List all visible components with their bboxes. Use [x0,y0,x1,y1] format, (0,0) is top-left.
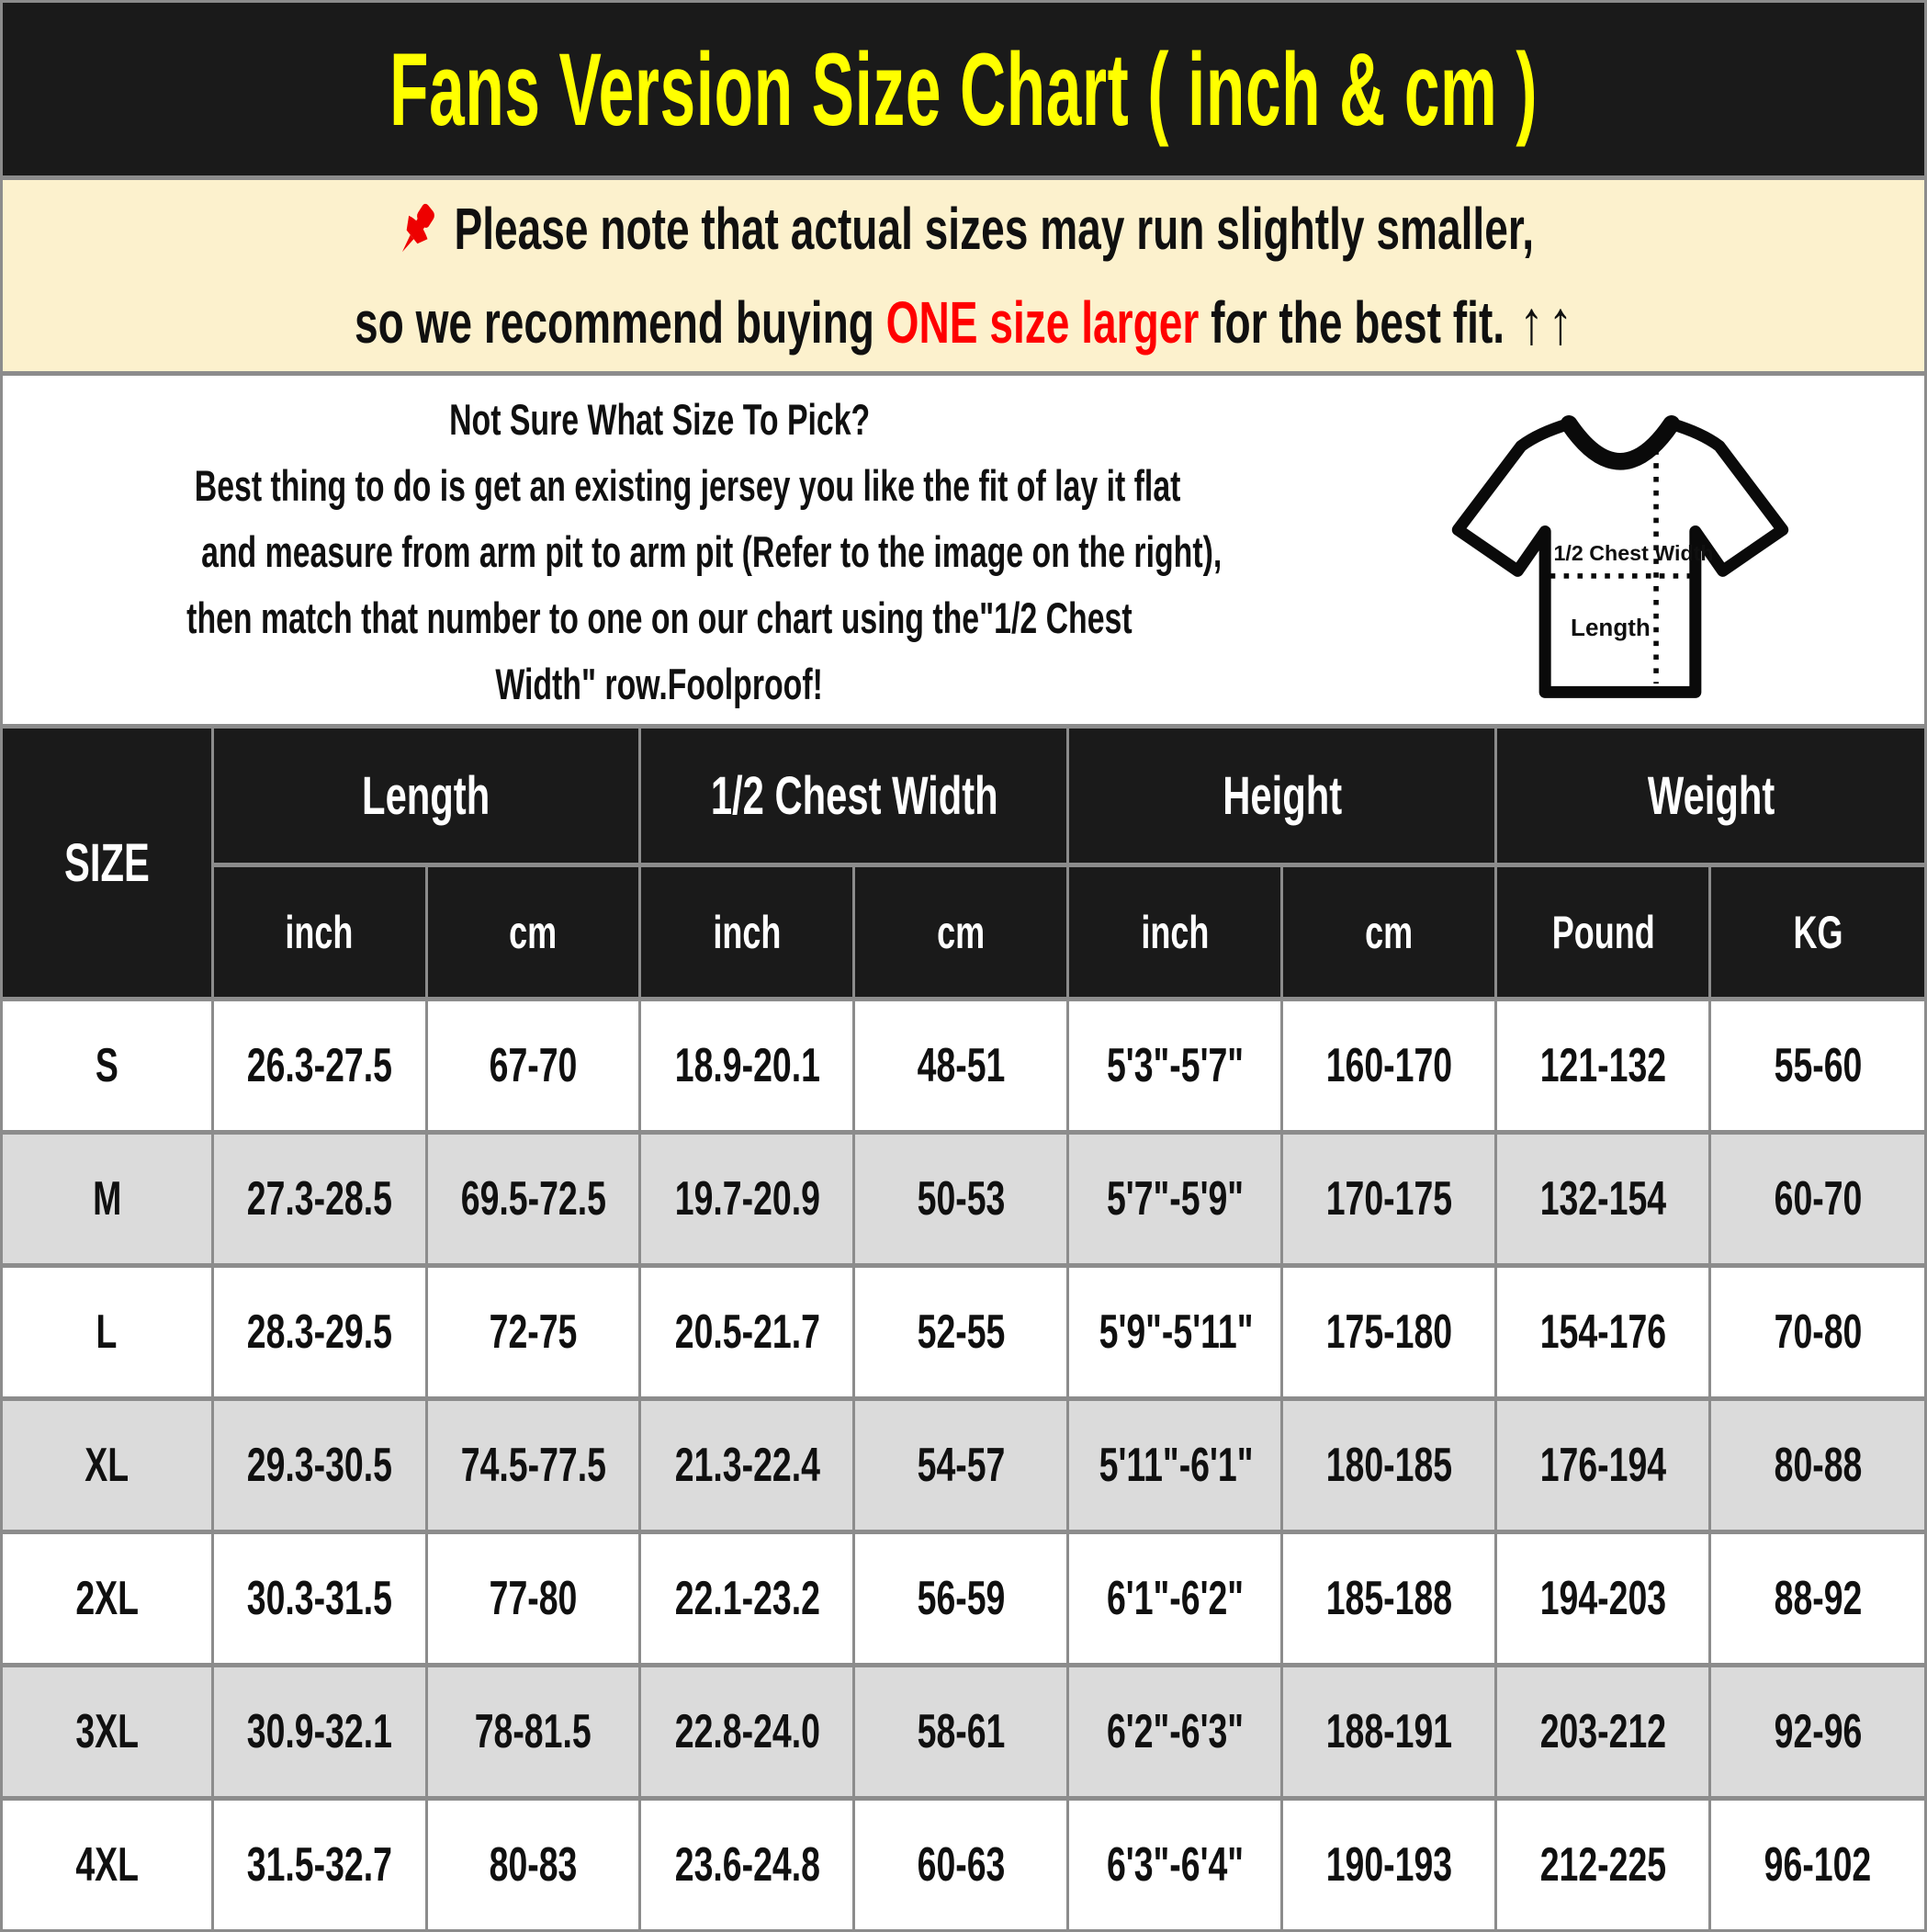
size-cell [640,1666,854,1799]
group-header-row [3,727,1924,865]
size-cell [1496,1799,1710,1930]
size-cell-text: 92-96 [1774,1705,1863,1758]
size-cell [640,1266,854,1399]
size-cell [1282,1399,1496,1532]
size-cell-text: 52-55 [917,1305,1006,1359]
size-cell-text: 70-80 [1774,1305,1863,1359]
size-cell-text: 27.3-28.5 [246,1172,392,1226]
tshirt-icon [1413,379,1828,721]
page-title: Fans Version Size Chart ( inch & cm ) [389,31,1538,147]
size-label [3,1399,212,1532]
size-cell [1710,1266,1924,1399]
sub-header-weight-kg-text: KG [1793,906,1843,958]
size-cell-text: 180-185 [1325,1439,1453,1492]
sub-header-height-inch [1068,865,1282,1000]
sub-header-weight-kg [1710,865,1924,1000]
size-cell [1068,1532,1282,1666]
size-cell [1282,1000,1496,1133]
size-cell [1068,1133,1282,1266]
size-cell-text: 54-57 [917,1439,1006,1492]
notice-line-2-wrap [354,276,1577,369]
size-cell [212,1000,426,1133]
size-cell [1068,1799,1282,1930]
size-cell [1282,1266,1496,1399]
size-cell-text: 88-92 [1774,1572,1863,1625]
sub-header-height-cm-text: cm [1365,906,1414,958]
size-cell-text: 58-61 [917,1705,1006,1758]
table-row [3,1532,1924,1666]
size-cell-text: 5'7"-5'9" [1106,1172,1244,1226]
size-cell [1710,1666,1924,1799]
size-cell [426,1133,640,1266]
size-cell-text: 121-132 [1539,1039,1667,1092]
size-cell-text: 19.7-20.9 [674,1172,820,1226]
size-cell-text: 77-80 [489,1572,578,1625]
size-label-text: L [96,1305,118,1359]
group-header-height [1068,727,1496,865]
size-cell-text: 6'3"-6'4" [1106,1838,1244,1892]
notice-line-2 [3,276,1924,369]
notice-line-1-wrap [393,182,1534,276]
size-cell-text: 212-225 [1539,1838,1667,1892]
size-cell [1496,1133,1710,1266]
size-cell [212,1266,426,1399]
size-cell-text: 60-70 [1774,1172,1863,1226]
size-cell [1496,1399,1710,1532]
size-cell-text: 26.3-27.5 [246,1039,392,1092]
size-cell [1282,1799,1496,1930]
table-row [3,1399,1924,1532]
size-cell-text: 160-170 [1325,1039,1453,1092]
size-cell [212,1399,426,1532]
size-cell-text: 56-59 [917,1572,1006,1625]
size-label [3,1266,212,1399]
size-cell [854,1000,1068,1133]
sub-header-chest-cm [854,865,1068,1000]
size-label [3,1532,212,1666]
size-cell [212,1666,426,1799]
size-table [3,724,1924,1929]
tshirt-diagram [1316,379,1924,721]
size-cell-text: 50-53 [917,1172,1006,1226]
size-cell-text: 29.3-30.5 [246,1439,392,1492]
sub-header-height-cm [1282,865,1496,1000]
size-cell-text: 6'2"-6'3" [1106,1705,1244,1758]
size-cell [854,1799,1068,1930]
size-cell-text: 20.5-21.7 [674,1305,820,1359]
size-cell [426,1666,640,1799]
notice-text-1: Please note that actual sizes may run slightly smaller, [454,196,1534,262]
size-cell [1496,1666,1710,1799]
size-cell-text: 28.3-29.5 [246,1305,392,1359]
sizing-guide-section [3,376,1924,724]
size-cell-text: 154-176 [1539,1305,1667,1359]
size-cell-text: 5'3"-5'7" [1106,1039,1244,1092]
guide-line-4: Width" row.Foolproof! [495,659,824,708]
size-label-text: M [92,1172,121,1226]
size-cell-text: 48-51 [917,1039,1006,1092]
size-table-body [3,1000,1924,1930]
sub-header-length-cm-text: cm [509,906,558,958]
size-cell-text: 80-88 [1774,1439,1863,1492]
size-cell [1710,1799,1924,1930]
size-cell [1710,1000,1924,1133]
size-cell [640,1000,854,1133]
group-header-height-text: Height [1222,765,1342,826]
size-cell [1068,1666,1282,1799]
sub-header-weight-pound-text: Pound [1551,906,1655,958]
sub-header-length-cm [426,865,640,1000]
size-cell-text: 21.3-22.4 [674,1439,820,1492]
size-label-text: XL [85,1439,130,1492]
sub-header-row [3,865,1924,1000]
size-cell-text: 132-154 [1539,1172,1667,1226]
size-cell [640,1532,854,1666]
size-label-text: S [95,1039,118,1092]
title-bar [3,3,1924,175]
size-cell [1710,1399,1924,1532]
guide-heading: Not Sure What Size To Pick? [448,394,871,444]
size-cell-text: 185-188 [1325,1572,1453,1625]
group-header-weight-text: Weight [1647,765,1775,826]
size-cell [640,1799,854,1930]
group-header-length-text: Length [362,765,490,826]
size-cell [426,1399,640,1532]
chest-width-label: 1/2 Chest Width [1553,540,1714,565]
size-cell [212,1133,426,1266]
size-cell-text: 5'11"-6'1" [1099,1439,1254,1492]
sub-header-length-inch [212,865,426,1000]
size-cell [854,1666,1068,1799]
sub-header-chest-inch [640,865,854,1000]
sub-header-length-inch-text: inch [285,906,354,958]
size-cell-text: 5'9"-5'11" [1099,1305,1254,1359]
size-label-text: 3XL [74,1705,139,1758]
notice-text-pre: so we recommend buying [354,289,874,356]
size-label [3,1000,212,1133]
size-cell [426,1266,640,1399]
table-row [3,1666,1924,1799]
size-cell [1282,1666,1496,1799]
size-cell [640,1399,854,1532]
size-cell [640,1133,854,1266]
size-label-text: 4XL [74,1838,139,1892]
size-cell [1068,1399,1282,1532]
size-cell-text: 55-60 [1774,1039,1863,1092]
group-header-weight [1496,727,1924,865]
size-cell-text: 30.3-31.5 [246,1572,392,1625]
size-cell [1496,1000,1710,1133]
sub-header-height-inch-text: inch [1141,906,1210,958]
guide-text-block [3,383,1316,717]
size-cell [854,1266,1068,1399]
pushpin-icon [393,196,441,262]
size-cell-text: 175-180 [1325,1305,1453,1359]
size-cell [426,1799,640,1930]
size-cell [212,1532,426,1666]
size-cell-text: 23.6-24.8 [674,1838,820,1892]
guide-line-2: and measure from arm pit to arm pit (Refer to the image on the right), [201,526,1223,576]
size-label [3,1133,212,1266]
size-cell-text: 74.5-77.5 [460,1439,606,1492]
size-cell-text: 31.5-32.7 [246,1838,392,1892]
size-cell-text: 30.9-32.1 [246,1705,392,1758]
table-row [3,1799,1924,1930]
notice-line-1 [3,182,1924,276]
size-cell [854,1133,1068,1266]
size-cell [1282,1532,1496,1666]
size-cell-text: 176-194 [1539,1439,1667,1492]
size-label [3,1799,212,1930]
table-row [3,1000,1924,1133]
size-cell-text: 67-70 [489,1039,578,1092]
size-cell [1496,1266,1710,1399]
size-cell-text: 60-63 [917,1838,1006,1892]
table-row [3,1266,1924,1399]
size-cell-text: 190-193 [1325,1838,1453,1892]
size-cell [1282,1133,1496,1266]
size-cell-text: 22.8-24.0 [674,1705,820,1758]
size-cell-text: 188-191 [1325,1705,1453,1758]
length-label: Length [1571,613,1651,641]
size-cell-text: 72-75 [489,1305,578,1359]
group-header-length [212,727,640,865]
size-column-header-text: SIZE [63,832,150,893]
size-cell-text: 69.5-72.5 [460,1172,606,1226]
size-cell [854,1532,1068,1666]
size-column-header [3,727,212,1000]
guide-line-3: then match that number to one on our chart using the"1/2 Chest [186,593,1133,642]
group-header-chest-width-text: 1/2 Chest Width [710,765,998,826]
size-cell-text: 18.9-20.1 [674,1039,820,1092]
notice-text-post: for the best fit. [1210,289,1504,356]
size-cell [1496,1532,1710,1666]
size-cell [426,1532,640,1666]
size-label [3,1666,212,1799]
guide-line-1: Best thing to do is get an existing jersey you like the fit of lay it flat [194,460,1181,510]
group-header-chest-width [640,727,1068,865]
size-cell-text: 22.1-23.2 [674,1572,820,1625]
size-cell-text: 170-175 [1325,1172,1453,1226]
size-cell-text: 6'1"-6'2" [1106,1572,1244,1625]
size-table-header [3,727,1924,1000]
sub-header-weight-pound [1496,865,1710,1000]
size-cell [426,1000,640,1133]
size-cell-text: 194-203 [1539,1572,1667,1625]
size-cell [1710,1532,1924,1666]
table-row [3,1133,1924,1266]
sub-header-chest-inch-text: inch [713,906,782,958]
notice-banner [3,175,1924,376]
size-cell-text: 203-212 [1539,1705,1667,1758]
size-cell [1710,1133,1924,1266]
size-cell [212,1799,426,1930]
notice-highlight: ONE size larger [885,289,1199,356]
size-cell [1068,1266,1282,1399]
sub-header-chest-cm-text: cm [937,906,986,958]
size-cell-text: 80-83 [489,1838,578,1892]
size-cell [854,1399,1068,1532]
size-cell [1068,1000,1282,1133]
size-cell-text: 96-102 [1764,1838,1872,1892]
up-arrows-icon: ↑↑ [1518,288,1577,357]
size-label-text: 2XL [74,1572,139,1625]
size-cell-text: 78-81.5 [474,1705,592,1758]
